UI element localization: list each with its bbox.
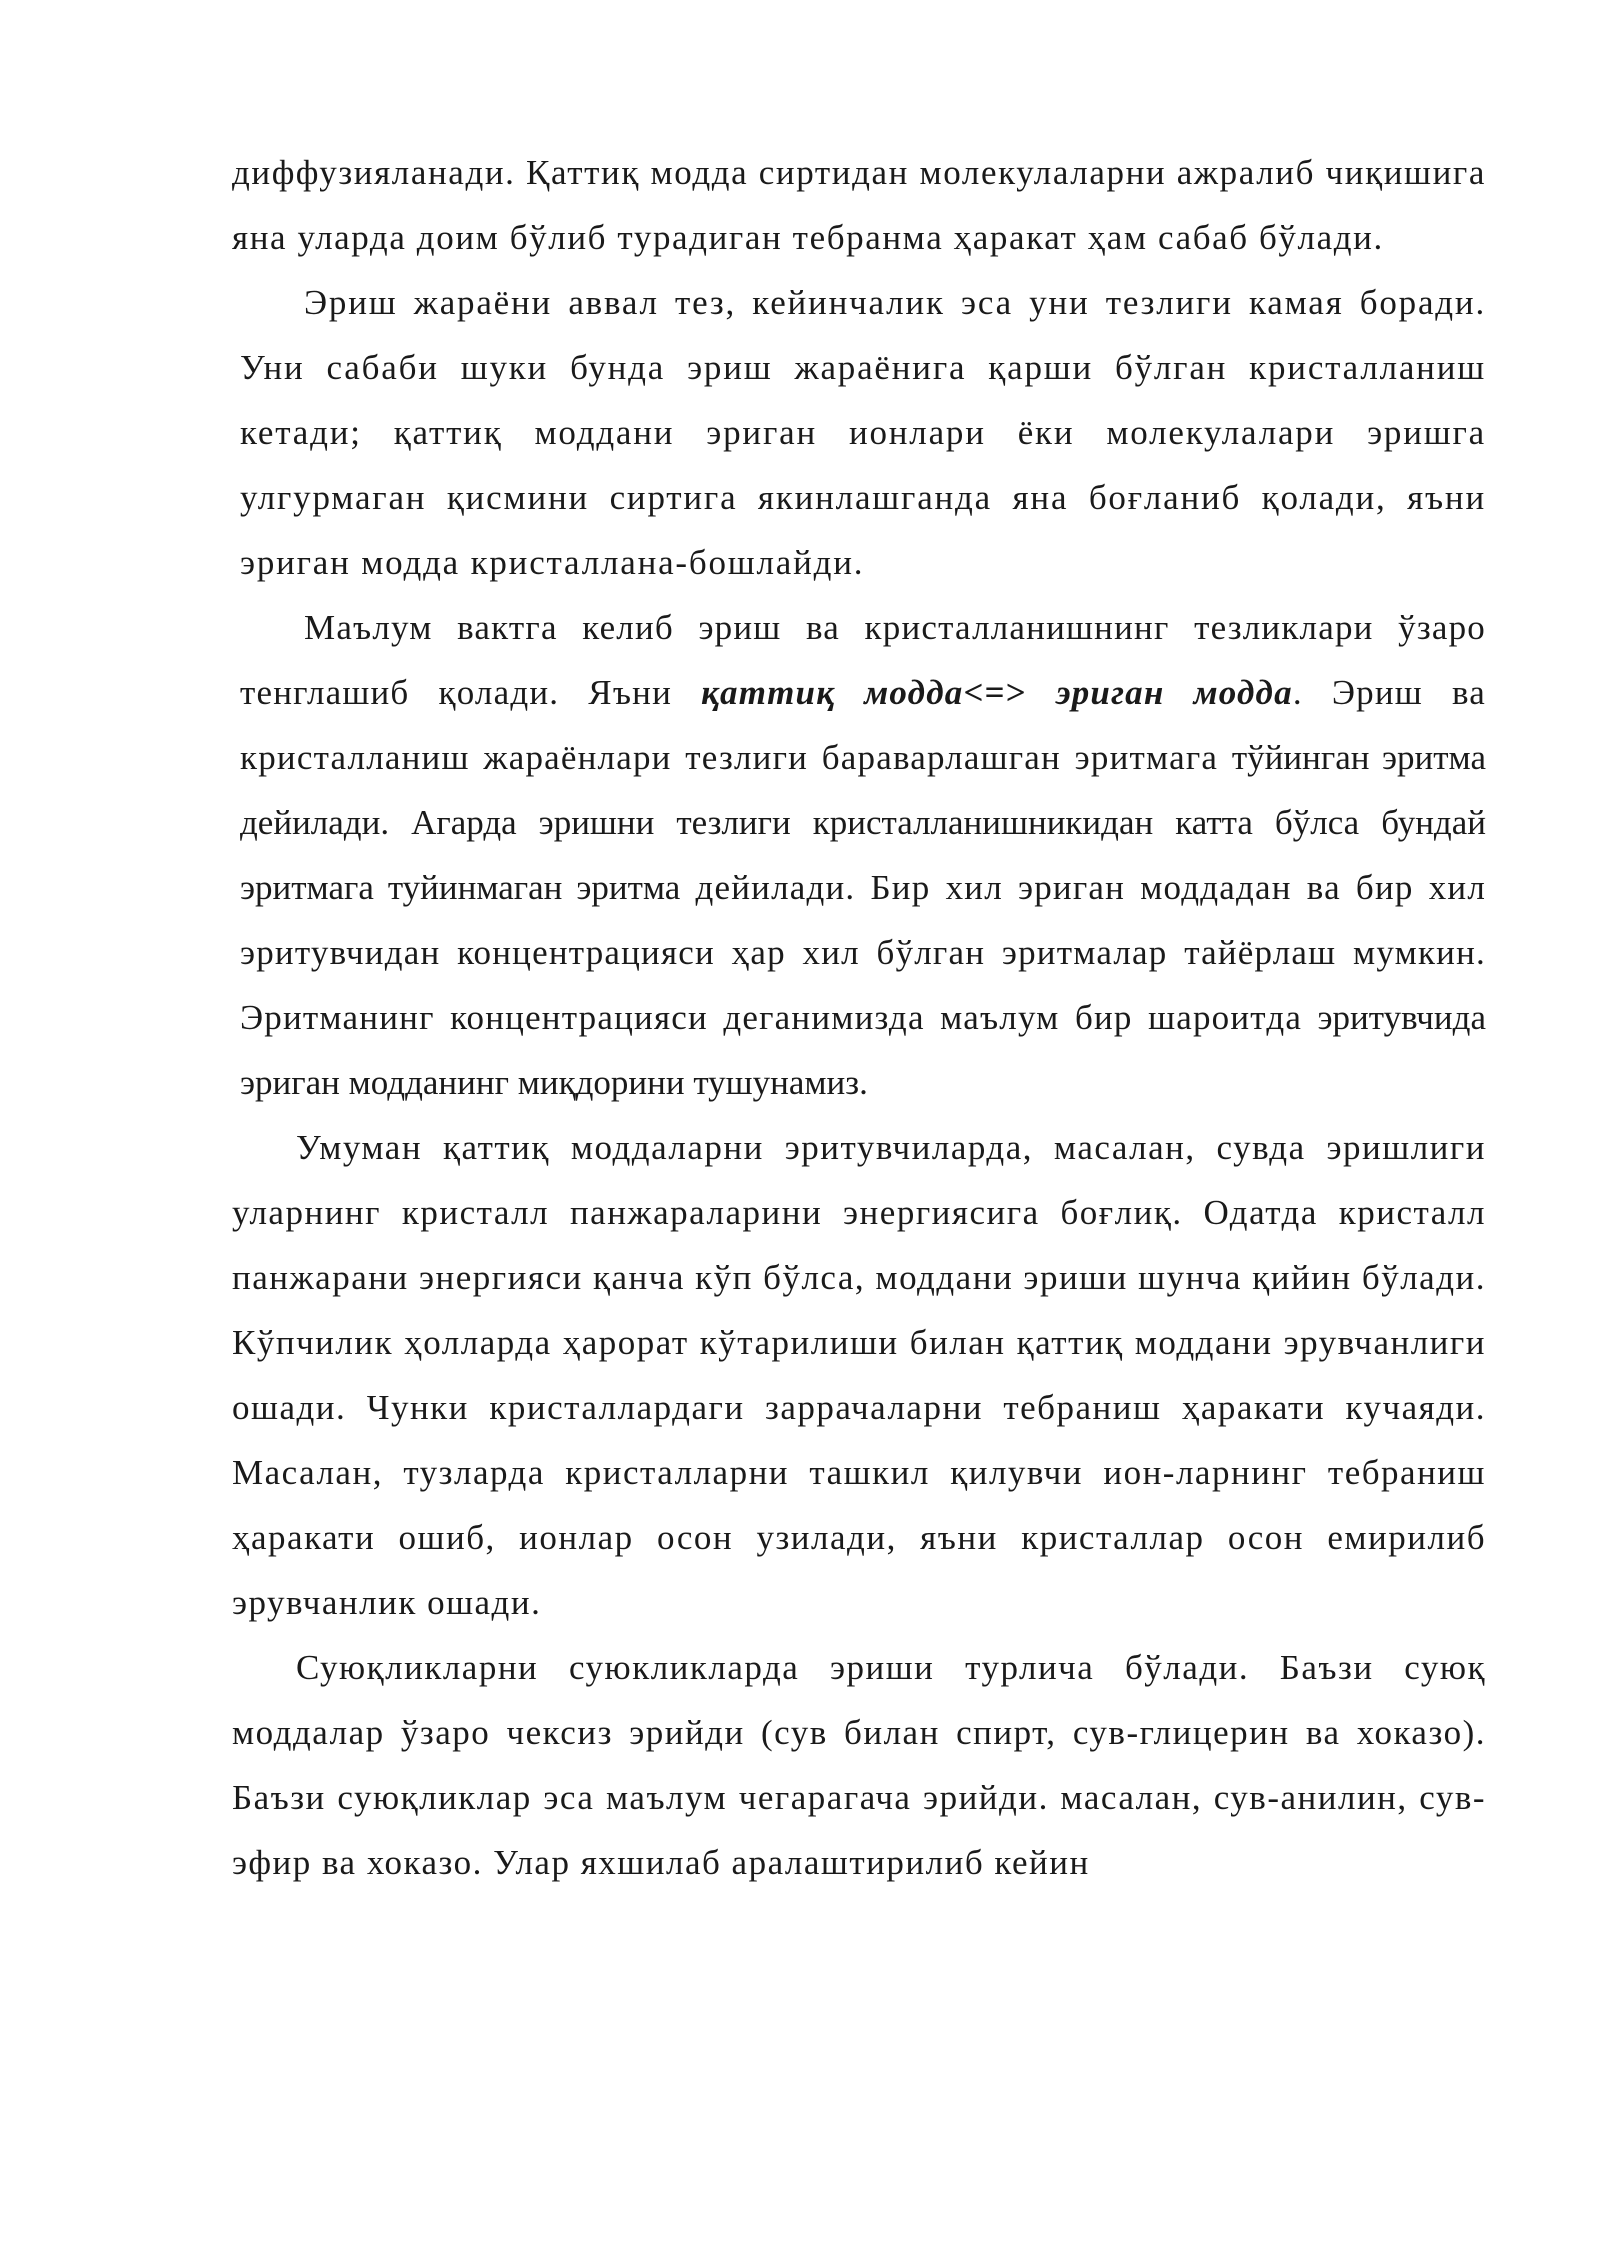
paragraph-3-text-a: . Эриш ва кристалланиш жараёнлари тезлиги бараварлашган эритмага: [240, 673, 1486, 777]
paragraph-2: Эриш жараёни аввал тез, кейинчалик эса уни тезлиги камая боради. Уни сабаби шуки бунда эриш жараёнига қарши бўлган кристалланиш кетади; қаттиқ моддани эриган ионлари ёки молекулалари эришга улгурмаган қисмини сиртига якинлашганда яна боғланиб қолади, яъни эриган модда кристаллана-бошлайди.: [240, 283, 1486, 582]
equilibrium-arrow: <=>: [963, 673, 1027, 712]
paragraph-3: [232, 595, 1486, 1115]
paragraph-3-tail: эритувчида эриган модданинг миқдорини тушунамиз.: [240, 998, 1486, 1102]
paragraph-3-text-b: дейилади. Бир хил эриган моддадан ва бир хил эритувчидан концентрацияси ҳар хил бўлган эритмалар тайёрлаш мумкин. Эритманинг концентрацияси деганимизда маълум бир шароитда: [240, 868, 1487, 1037]
paragraph-1: диффузияланади. Қаттиқ модда сиртидан молекулаларни ажралиб чиқишига яна уларда доим бўлиб турадиган тебранма ҳаракат ҳам сабаб бўлади.: [232, 153, 1486, 257]
paragraph-4: Умуман қаттиқ моддаларни эритувчиларда, масалан, сувда эришлиги уларнинг кристалл панжараларини энергиясига боғлиқ. Одатда кристалл панжарани энергияси қанча кўп бўлса, моддани эриши шунча қийин бўлади. Кўпчилик ҳолларда ҳарорат кўтарилиши билан қаттиқ моддани эрувчанлиги ошади. Чунки кристаллардаги заррачаларни тебраниш ҳаракати кучаяди. Масалан, тузларда кристалларни ташкил қилувчи ион-ларнинг тебраниш ҳаракати ошиб, ионлар осон узилади, яъни кристаллар осон емирилиб эрувчанлик ошади.: [232, 1128, 1486, 1622]
paragraph-3-intro: Маълум вактга келиб эриш ва кристалланишнинг тезликлари ўзаро тенглашиб қолади. Яъни: [240, 608, 1486, 712]
term-dissolved-substance: эриган модда: [1026, 673, 1293, 712]
term-solid-substance: қаттиқ модда: [701, 673, 964, 712]
paragraph-5: Суюқликларни суюкликларда эриши турлича бўлади. Баъзи суюқ моддалар ўзаро чексиз эрийди (сув билан спирт, сув-глицерин ва хоказо). Баъзи суюқликлар эса маълум чегарагача эрийди. масалан, сув-анилин, сув-эфир ва хоказо. Улар яхшилаб аралаштирилиб кейин: [232, 1648, 1486, 1882]
document-body: [232, 140, 1486, 1895]
paragraph-3-text-tight: тўйинган эритма дейилади. Агарда эришни тезлиги кристалланишникидан катта бўлса бундай эритмага туйинмаган эритма: [240, 738, 1486, 907]
